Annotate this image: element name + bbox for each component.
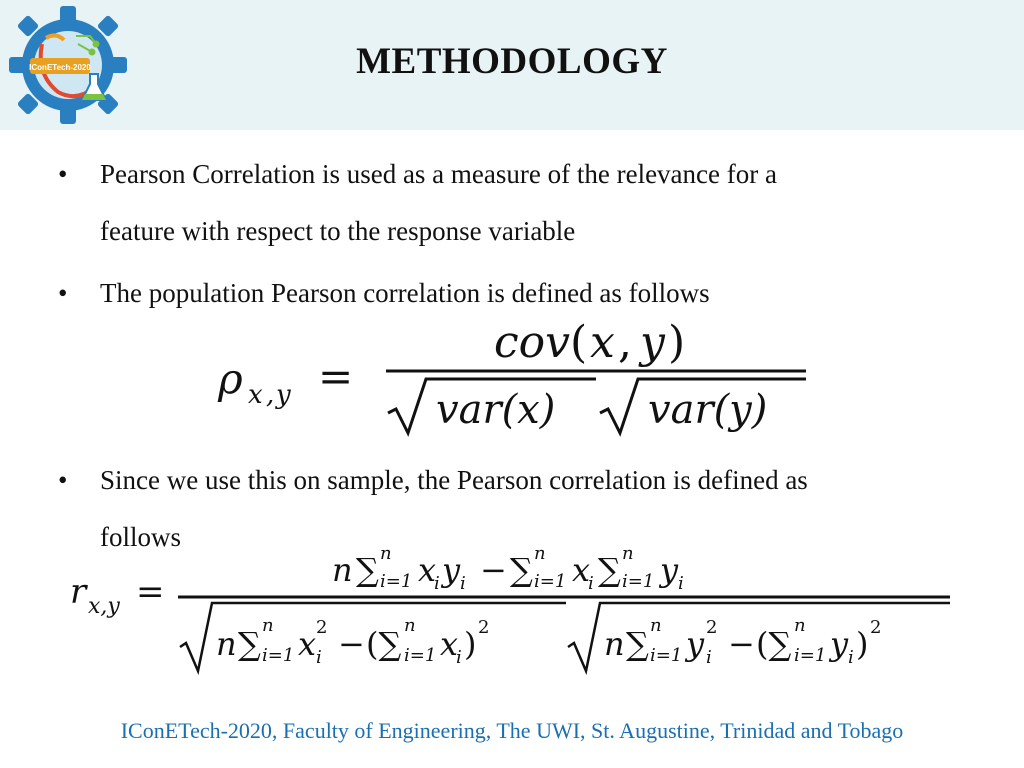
svg-text:i: i: [678, 573, 684, 594]
svg-text:(∑: (∑: [756, 625, 792, 663]
svg-text:i=1: i=1: [794, 645, 827, 666]
svg-text:i=1: i=1: [534, 571, 567, 592]
svg-text:n: n: [534, 543, 546, 564]
svg-text:2: 2: [706, 617, 718, 638]
svg-text:i=1: i=1: [404, 645, 437, 666]
svg-text:i: i: [316, 647, 322, 668]
svg-text:y: y: [686, 625, 705, 663]
svg-text:x,y: x,y: [88, 594, 120, 619]
svg-text:x: x: [418, 551, 437, 589]
svg-text:n: n: [604, 625, 625, 663]
svg-text:x: x: [572, 551, 591, 589]
svg-text:∑: ∑: [510, 551, 533, 589]
svg-text:i=1: i=1: [262, 645, 295, 666]
svg-text:,: ,: [618, 317, 632, 368]
svg-text:x: x: [298, 625, 317, 663]
svg-text:): ): [856, 625, 869, 663]
svg-text:n: n: [794, 615, 806, 636]
svg-text:n: n: [380, 543, 392, 564]
bullet-text-line: feature with respect to the response variable: [100, 216, 576, 246]
svg-text:i: i: [434, 573, 440, 594]
svg-text:,: ,: [266, 380, 275, 410]
svg-text:2: 2: [316, 617, 328, 638]
svg-text:2: 2: [478, 617, 490, 638]
page-title: METHODOLOGY: [356, 41, 668, 82]
svg-text:−: −: [728, 625, 755, 663]
svg-text:∑: ∑: [626, 625, 649, 663]
svg-text:n: n: [262, 615, 274, 636]
svg-text:2: 2: [870, 617, 882, 638]
svg-text:x: x: [248, 380, 263, 410]
svg-text:y: y: [660, 551, 679, 589]
svg-text:i=1: i=1: [380, 571, 413, 592]
svg-text:cov: cov: [494, 317, 570, 368]
svg-text:n: n: [332, 551, 353, 589]
svg-text:var(y): var(y): [648, 387, 768, 433]
svg-text:x: x: [590, 317, 615, 368]
svg-text:n: n: [404, 615, 416, 636]
svg-text:ρ: ρ: [218, 354, 243, 403]
svg-text:∑: ∑: [356, 551, 379, 589]
svg-text:∑: ∑: [598, 551, 621, 589]
svg-text:(: (: [570, 317, 588, 368]
svg-text:): ): [464, 625, 477, 663]
svg-text:x: x: [440, 625, 459, 663]
svg-text:i: i: [456, 647, 462, 668]
svg-text:=: =: [136, 572, 165, 612]
svg-text:(∑: (∑: [366, 625, 402, 663]
svg-text:i=1: i=1: [650, 645, 683, 666]
svg-text:−: −: [480, 551, 507, 589]
svg-text:): ): [668, 317, 686, 368]
svg-text:i: i: [460, 573, 466, 594]
logo-text: IConETech-2020: [29, 63, 91, 72]
svg-text:n: n: [216, 625, 237, 663]
svg-text:i: i: [588, 573, 594, 594]
svg-text:=: =: [318, 352, 354, 401]
bullet-text-line: The population Pearson correlation is defined as follows: [100, 278, 710, 308]
svg-text:i=1: i=1: [622, 571, 655, 592]
bullet-text-line: follows: [100, 522, 181, 552]
svg-text:i: i: [706, 647, 712, 668]
svg-text:−: −: [338, 625, 365, 663]
bullet-marker: •: [58, 465, 68, 495]
header-banner: [0, 0, 1024, 130]
svg-text:i: i: [848, 647, 854, 668]
svg-text:y: y: [830, 625, 849, 663]
svg-text:n: n: [622, 543, 634, 564]
bullet-text-line: Since we use this on sample, the Pearson correlation is defined as: [100, 465, 808, 495]
svg-text:∑: ∑: [238, 625, 261, 663]
bullet-marker: •: [58, 159, 68, 189]
population-pearson-formula: [210, 305, 820, 455]
bullet-marker: •: [58, 278, 68, 308]
sample-pearson-formula: [66, 535, 956, 685]
svg-text:r: r: [70, 572, 87, 612]
svg-text:n: n: [650, 615, 662, 636]
bullet-text-line: Pearson Correlation is used as a measure of the relevance for a: [100, 159, 777, 189]
footer-text: IConETech-2020, Faculty of Engineering, The UWI, St. Augustine, Trinidad and Tobago: [120, 718, 904, 743]
svg-text:y: y: [276, 380, 291, 410]
svg-text:var(x): var(x): [436, 387, 556, 433]
svg-text:y: y: [442, 551, 461, 589]
svg-text:y: y: [640, 317, 665, 368]
